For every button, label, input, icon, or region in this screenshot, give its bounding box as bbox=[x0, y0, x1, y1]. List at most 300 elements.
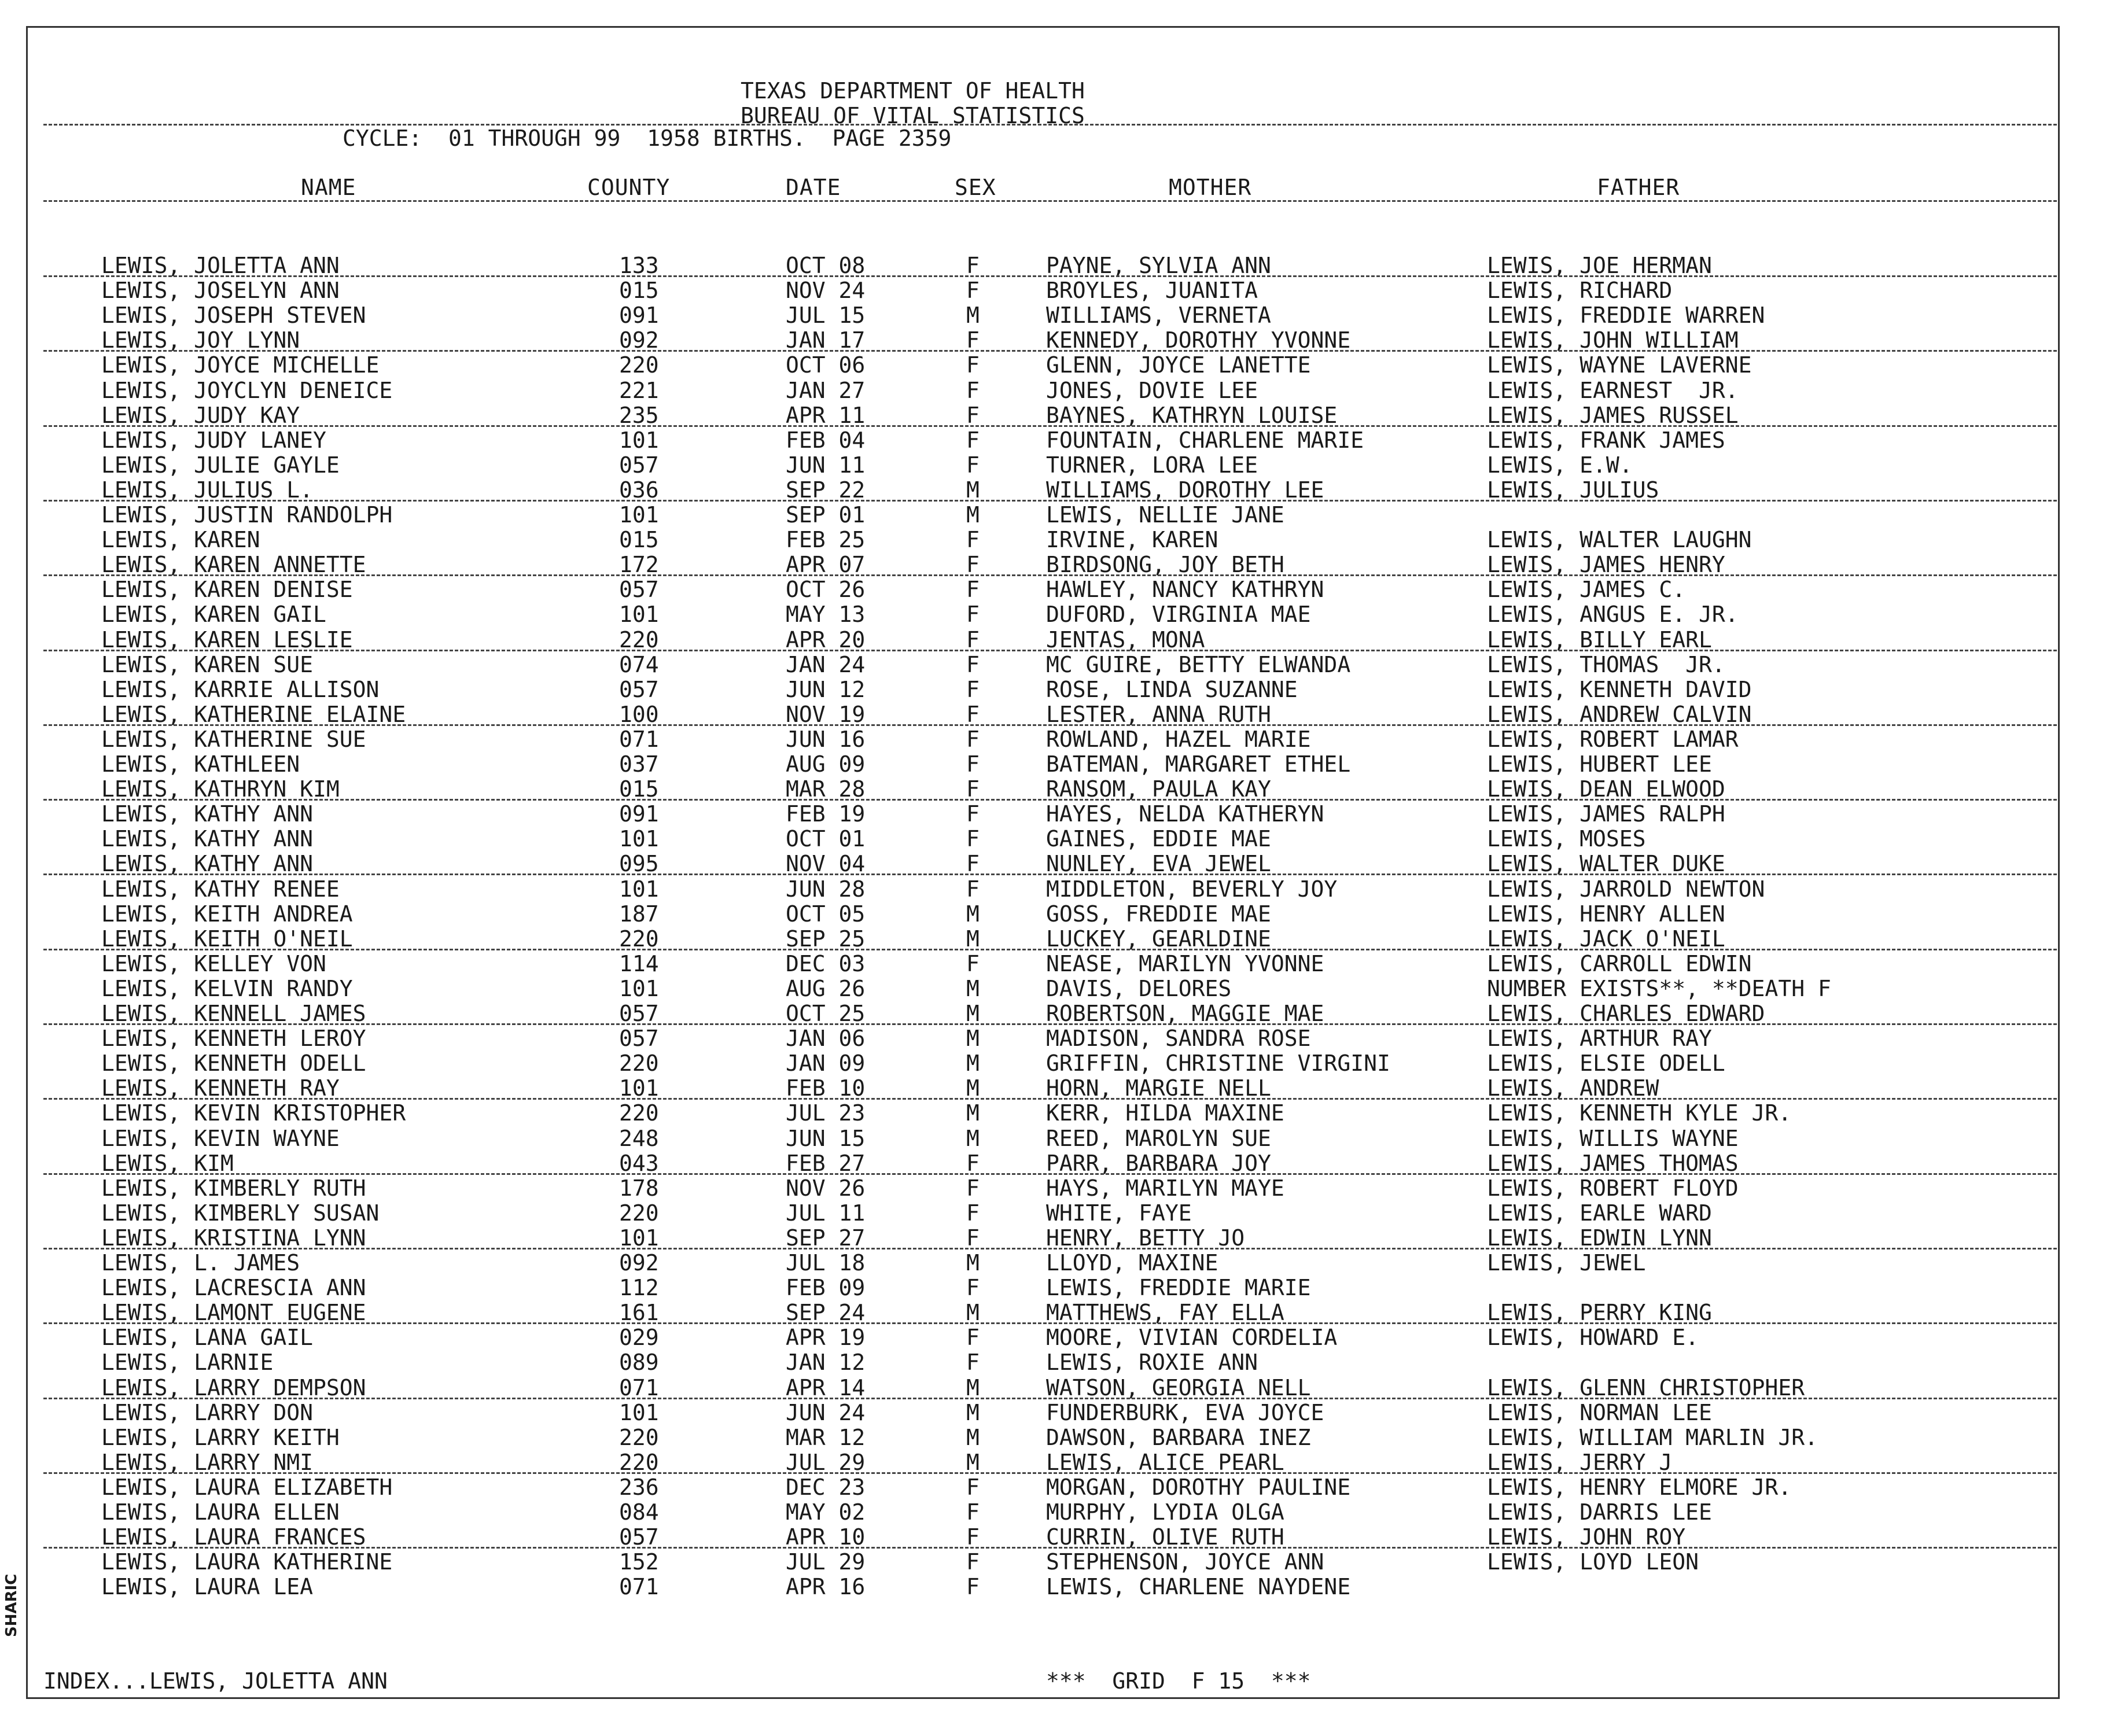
table-row bbox=[0, 1550, 2117, 1575]
cell-father: LEWIS, DARRIS LEE bbox=[1487, 1499, 1712, 1525]
cell-date: JAN 24 bbox=[786, 651, 866, 677]
cell-father: LEWIS, ROBERT FLOYD bbox=[1487, 1175, 1739, 1201]
cell-county: 043 bbox=[619, 1150, 659, 1176]
cell-sex: M bbox=[966, 477, 980, 503]
cell-county: 091 bbox=[619, 303, 659, 329]
cell-father: LEWIS, RICHARD bbox=[1487, 278, 1673, 304]
cell-county: 092 bbox=[619, 327, 659, 353]
cell-father: LEWIS, ANGUS E. JR. bbox=[1487, 602, 1739, 628]
cell-date: JUL 15 bbox=[786, 303, 866, 329]
table-row bbox=[0, 1525, 2117, 1550]
cell-father: NUMBER EXISTS**, **DEATH F bbox=[1487, 975, 1831, 1001]
cell-county: 101 bbox=[619, 427, 659, 453]
cell-mother: LEWIS, ROXIE ANN bbox=[1046, 1350, 1258, 1376]
table-row bbox=[0, 677, 2117, 702]
cell-name: LEWIS, JOYCLYN DENEICE bbox=[101, 377, 393, 403]
cell-county: 220 bbox=[619, 1100, 659, 1126]
cell-county: 057 bbox=[619, 1026, 659, 1052]
cell-mother: LLOYD, MAXINE bbox=[1046, 1250, 1218, 1276]
cell-father: LEWIS, JACK O'NEIL bbox=[1487, 926, 1725, 952]
cell-county: 071 bbox=[619, 1374, 659, 1400]
table-row bbox=[0, 378, 2117, 403]
cell-mother: HAYS, MARILYN MAYE bbox=[1046, 1175, 1284, 1201]
cell-mother: MOORE, VIVIAN CORDELIA bbox=[1046, 1325, 1338, 1351]
footer-grid: *** GRID F 15 *** bbox=[1046, 1668, 1311, 1694]
cell-father: LEWIS, BILLY EARL bbox=[1487, 626, 1712, 653]
cell-mother: JONES, DOVIE LEE bbox=[1046, 377, 1258, 403]
cell-father: LEWIS, HENRY ALLEN bbox=[1487, 901, 1725, 927]
cell-sex: M bbox=[966, 1100, 980, 1126]
header-bureau: BUREAU OF VITAL STATISTICS bbox=[741, 103, 1085, 128]
cell-county: 071 bbox=[619, 1574, 659, 1600]
header-cycle: CYCLE: 01 THROUGH 99 1958 BIRTHS. PAGE 2359 bbox=[343, 126, 952, 151]
cell-mother: BATEMAN, MARGARET ETHEL bbox=[1046, 751, 1351, 777]
cell-name: LEWIS, KEVIN KRISTOPHER bbox=[101, 1100, 406, 1126]
cell-name: LEWIS, KATHY ANN bbox=[101, 826, 314, 852]
cell-sex: F bbox=[966, 776, 980, 802]
table-row bbox=[0, 877, 2117, 902]
cell-sex: F bbox=[966, 278, 980, 304]
table-row bbox=[0, 1500, 2117, 1525]
cell-mother: LEWIS, NELLIE JANE bbox=[1046, 502, 1284, 528]
cell-sex: F bbox=[966, 527, 980, 553]
cell-name: LEWIS, KARRIE ALLISON bbox=[101, 676, 380, 702]
cell-father: LEWIS, JAMES RUSSEL bbox=[1487, 402, 1739, 428]
cell-name: LEWIS, KATHRYN KIM bbox=[101, 776, 340, 802]
cell-county: 220 bbox=[619, 1051, 659, 1077]
cell-mother: HAYES, NELDA KATHERYN bbox=[1046, 801, 1324, 827]
cell-father: LEWIS, ARTHUR RAY bbox=[1487, 1026, 1712, 1052]
cell-father: LEWIS, JULIUS bbox=[1487, 477, 1659, 503]
cell-mother: GLENN, JOYCE LANETTE bbox=[1046, 352, 1311, 378]
cell-name: LEWIS, KATHY ANN bbox=[101, 851, 314, 877]
cell-date: JUN 11 bbox=[786, 452, 866, 478]
cell-name: LEWIS, KENNETH RAY bbox=[101, 1075, 340, 1101]
cell-county: 057 bbox=[619, 1001, 659, 1026]
header-department: TEXAS DEPARTMENT OF HEALTH bbox=[741, 78, 1085, 104]
cell-father: LEWIS, ROBERT LAMAR bbox=[1487, 726, 1739, 752]
cell-county: 036 bbox=[619, 477, 659, 503]
cell-father: LEWIS, WALTER LAUGHN bbox=[1487, 527, 1752, 553]
cell-mother: KERR, HILDA MAXINE bbox=[1046, 1100, 1284, 1126]
cell-mother: FOUNTAIN, CHARLENE MARIE bbox=[1046, 427, 1364, 453]
table-row bbox=[0, 1300, 2117, 1325]
cell-name: LEWIS, JOSELYN ANN bbox=[101, 278, 340, 304]
cell-sex: M bbox=[966, 502, 980, 528]
cell-father: LEWIS, JOHN ROY bbox=[1487, 1524, 1686, 1550]
table-row bbox=[0, 1251, 2117, 1276]
cell-name: LEWIS, KATHY ANN bbox=[101, 801, 314, 827]
table-row bbox=[0, 528, 2117, 552]
cell-sex: F bbox=[966, 352, 980, 378]
cell-father: LEWIS, CARROLL EDWIN bbox=[1487, 950, 1752, 976]
cell-date: JUL 29 bbox=[786, 1549, 866, 1575]
cell-county: 057 bbox=[619, 676, 659, 702]
cell-father: LEWIS, DEAN ELWOOD bbox=[1487, 776, 1725, 802]
cell-date: SEP 01 bbox=[786, 502, 866, 528]
cell-father: LEWIS, LOYD LEON bbox=[1487, 1549, 1699, 1575]
cell-sex: F bbox=[966, 851, 980, 877]
cell-county: 101 bbox=[619, 1075, 659, 1101]
cell-mother: MATTHEWS, FAY ELLA bbox=[1046, 1300, 1284, 1326]
table-row bbox=[0, 1076, 2117, 1101]
cell-father: LEWIS, WILLIS WAYNE bbox=[1487, 1125, 1739, 1151]
cell-county: 220 bbox=[619, 626, 659, 653]
cell-sex: F bbox=[966, 1225, 980, 1251]
cell-county: 101 bbox=[619, 1399, 659, 1425]
table-row bbox=[0, 653, 2117, 677]
table-row bbox=[0, 1450, 2117, 1475]
table-row bbox=[0, 1026, 2117, 1051]
cell-father: LEWIS, PERRY KING bbox=[1487, 1300, 1712, 1326]
cell-father: LEWIS, JOHN WILLIAM bbox=[1487, 327, 1739, 353]
table-row bbox=[0, 628, 2117, 653]
cell-county: 220 bbox=[619, 1449, 659, 1475]
cell-date: APR 10 bbox=[786, 1524, 866, 1550]
cell-county: 029 bbox=[619, 1325, 659, 1351]
cell-sex: F bbox=[966, 626, 980, 653]
cell-date: APR 16 bbox=[786, 1574, 866, 1600]
table-row bbox=[0, 1376, 2117, 1400]
cell-county: 089 bbox=[619, 1350, 659, 1376]
cell-mother: LUCKEY, GEARLDINE bbox=[1046, 926, 1271, 952]
cell-name: LEWIS, LAURA KATHERINE bbox=[101, 1549, 393, 1575]
cell-mother: MADISON, SANDRA ROSE bbox=[1046, 1026, 1311, 1052]
cell-date: MAY 02 bbox=[786, 1499, 866, 1525]
cell-name: LEWIS, LANA GAIL bbox=[101, 1325, 314, 1351]
column-header-sex: SEX bbox=[955, 175, 996, 200]
cell-mother: NEASE, MARILYN YVONNE bbox=[1046, 950, 1324, 976]
cell-father: LEWIS, ANDREW bbox=[1487, 1075, 1659, 1101]
cell-county: 114 bbox=[619, 950, 659, 976]
cell-county: 084 bbox=[619, 1499, 659, 1525]
cell-name: LEWIS, LAMONT EUGENE bbox=[101, 1300, 366, 1326]
table-row bbox=[0, 902, 2117, 927]
cell-sex: M bbox=[966, 1001, 980, 1026]
cell-father: LEWIS, WILLIAM MARLIN JR. bbox=[1487, 1424, 1818, 1450]
cell-date: AUG 26 bbox=[786, 975, 866, 1001]
cell-sex: F bbox=[966, 1275, 980, 1301]
cell-county: 100 bbox=[619, 701, 659, 727]
table-row bbox=[0, 1001, 2117, 1026]
cell-date: OCT 08 bbox=[786, 253, 866, 278]
cell-name: LEWIS, LAURA LEA bbox=[101, 1574, 314, 1600]
table-row bbox=[0, 253, 2117, 278]
cell-date: JUL 18 bbox=[786, 1250, 866, 1276]
cell-sex: F bbox=[966, 1325, 980, 1351]
cell-date: JUN 28 bbox=[786, 876, 866, 902]
cell-sex: M bbox=[966, 1250, 980, 1276]
cell-father: LEWIS, EARNEST JR. bbox=[1487, 377, 1739, 403]
cell-date: NOV 04 bbox=[786, 851, 866, 877]
cell-date: OCT 25 bbox=[786, 1001, 866, 1026]
table-row bbox=[0, 1151, 2117, 1176]
cell-name: LEWIS, JOLETTA ANN bbox=[101, 253, 340, 278]
cell-sex: F bbox=[966, 377, 980, 403]
cell-father: LEWIS, WAYNE LAVERNE bbox=[1487, 352, 1752, 378]
cell-mother: CURRIN, OLIVE RUTH bbox=[1046, 1524, 1284, 1550]
cell-sex: F bbox=[966, 701, 980, 727]
cell-sex: M bbox=[966, 1026, 980, 1052]
cell-sex: M bbox=[966, 1075, 980, 1101]
cell-mother: ROBERTSON, MAGGIE MAE bbox=[1046, 1001, 1324, 1026]
cell-name: LEWIS, KAREN DENISE bbox=[101, 577, 353, 603]
cell-name: LEWIS, KAREN bbox=[101, 527, 260, 553]
table-row bbox=[0, 1201, 2117, 1226]
column-header-date: DATE bbox=[786, 175, 841, 200]
table-row bbox=[0, 752, 2117, 777]
cell-county: 220 bbox=[619, 1424, 659, 1450]
table-row bbox=[0, 1176, 2117, 1201]
cell-county: 112 bbox=[619, 1275, 659, 1301]
cell-date: FEB 04 bbox=[786, 427, 866, 453]
table-row bbox=[0, 1425, 2117, 1450]
cell-name: LEWIS, KEITH O'NEIL bbox=[101, 926, 353, 952]
cell-father: LEWIS, FREDDIE WARREN bbox=[1487, 303, 1765, 329]
cell-mother: BAYNES, KATHRYN LOUISE bbox=[1046, 402, 1338, 428]
cell-mother: NUNLEY, EVA JEWEL bbox=[1046, 851, 1271, 877]
cell-date: NOV 19 bbox=[786, 701, 866, 727]
cell-county: 220 bbox=[619, 926, 659, 952]
cell-mother: DUFORD, VIRGINIA MAE bbox=[1046, 602, 1311, 628]
table-row bbox=[0, 428, 2117, 453]
cell-sex: F bbox=[966, 577, 980, 603]
table-row bbox=[0, 353, 2117, 378]
cell-county: 015 bbox=[619, 278, 659, 304]
cell-sex: F bbox=[966, 651, 980, 677]
cell-mother: GAINES, EDDIE MAE bbox=[1046, 826, 1271, 852]
table-row bbox=[0, 478, 2117, 503]
cell-father: LEWIS, KENNETH DAVID bbox=[1487, 676, 1752, 702]
cell-name: LEWIS, LARRY NMI bbox=[101, 1449, 314, 1475]
cell-father: LEWIS, HOWARD E. bbox=[1487, 1325, 1699, 1351]
cell-date: JUL 29 bbox=[786, 1449, 866, 1475]
cell-sex: M bbox=[966, 901, 980, 927]
cell-mother: TURNER, LORA LEE bbox=[1046, 452, 1258, 478]
cell-name: LEWIS, KIMBERLY SUSAN bbox=[101, 1200, 380, 1226]
cell-name: LEWIS, LARRY KEITH bbox=[101, 1424, 340, 1450]
cell-name: LEWIS, LAURA FRANCES bbox=[101, 1524, 366, 1550]
cell-sex: F bbox=[966, 1549, 980, 1575]
cell-sex: M bbox=[966, 1051, 980, 1077]
cell-county: 235 bbox=[619, 402, 659, 428]
cell-sex: F bbox=[966, 876, 980, 902]
cell-sex: F bbox=[966, 253, 980, 278]
table-row bbox=[0, 827, 2117, 852]
cell-mother: LEWIS, ALICE PEARL bbox=[1046, 1449, 1284, 1475]
cell-date: JUN 16 bbox=[786, 726, 866, 752]
table-row bbox=[0, 927, 2117, 952]
cell-mother: FUNDERBURK, EVA JOYCE bbox=[1046, 1399, 1324, 1425]
cell-father: LEWIS, KENNETH KYLE JR. bbox=[1487, 1100, 1792, 1126]
cell-date: JUL 11 bbox=[786, 1200, 866, 1226]
cell-name: LEWIS, JUSTIN RANDOLPH bbox=[101, 502, 393, 528]
cell-mother: BIRDSONG, JOY BETH bbox=[1046, 552, 1284, 578]
cell-date: JUN 24 bbox=[786, 1399, 866, 1425]
table-row bbox=[0, 1575, 2117, 1599]
cell-mother: DAWSON, BARBARA INEZ bbox=[1046, 1424, 1311, 1450]
cell-mother: HENRY, BETTY JO bbox=[1046, 1225, 1245, 1251]
table-row bbox=[0, 1350, 2117, 1375]
cell-father: LEWIS, MOSES bbox=[1487, 826, 1646, 852]
cell-name: LEWIS, KELLEY VON bbox=[101, 950, 326, 976]
cell-mother: MURPHY, LYDIA OLGA bbox=[1046, 1499, 1284, 1525]
cell-mother: JENTAS, MONA bbox=[1046, 626, 1205, 653]
cell-date: MAR 12 bbox=[786, 1424, 866, 1450]
table-row bbox=[0, 976, 2117, 1001]
table-row bbox=[0, 1475, 2117, 1500]
cell-father: LEWIS, JOE HERMAN bbox=[1487, 253, 1712, 278]
table-row bbox=[0, 952, 2117, 976]
cell-mother: IRVINE, KAREN bbox=[1046, 527, 1218, 553]
cell-name: LEWIS, KELVIN RANDY bbox=[101, 975, 353, 1001]
table-row bbox=[0, 328, 2117, 353]
cell-date: NOV 24 bbox=[786, 278, 866, 304]
cell-county: 074 bbox=[619, 651, 659, 677]
cell-name: LEWIS, KAREN SUE bbox=[101, 651, 314, 677]
cell-date: JAN 09 bbox=[786, 1051, 866, 1077]
cell-sex: M bbox=[966, 1449, 980, 1475]
cell-county: 187 bbox=[619, 901, 659, 927]
cell-sex: F bbox=[966, 402, 980, 428]
cell-sex: F bbox=[966, 676, 980, 702]
cell-father: LEWIS, HENRY ELMORE JR. bbox=[1487, 1474, 1792, 1500]
cell-name: LEWIS, LARRY DON bbox=[101, 1399, 314, 1425]
cell-name: LEWIS, LAURA ELIZABETH bbox=[101, 1474, 393, 1500]
cell-county: 015 bbox=[619, 527, 659, 553]
cell-county: 101 bbox=[619, 826, 659, 852]
table-row bbox=[0, 303, 2117, 328]
cell-mother: GRIFFIN, CHRISTINE VIRGINI bbox=[1046, 1051, 1390, 1077]
cell-mother: WILLIAMS, VERNETA bbox=[1046, 303, 1271, 329]
cell-father: LEWIS, CHARLES EDWARD bbox=[1487, 1001, 1765, 1026]
cell-date: AUG 09 bbox=[786, 751, 866, 777]
cell-sex: F bbox=[966, 826, 980, 852]
cell-name: LEWIS, KENNETH LEROY bbox=[101, 1026, 366, 1052]
table-row bbox=[0, 602, 2117, 627]
cell-sex: F bbox=[966, 1150, 980, 1176]
table-row bbox=[0, 1325, 2117, 1350]
cell-sex: F bbox=[966, 552, 980, 578]
cell-name: LEWIS, LARRY DEMPSON bbox=[101, 1374, 366, 1400]
cell-name: LEWIS, KATHERINE ELAINE bbox=[101, 701, 406, 727]
cell-name: LEWIS, LAURA ELLEN bbox=[101, 1499, 340, 1525]
cell-county: 091 bbox=[619, 801, 659, 827]
cell-sex: F bbox=[966, 427, 980, 453]
table-row bbox=[0, 503, 2117, 528]
cell-county: 101 bbox=[619, 1225, 659, 1251]
cell-mother: STEPHENSON, JOYCE ANN bbox=[1046, 1549, 1324, 1575]
cell-mother: HAWLEY, NANCY KATHRYN bbox=[1046, 577, 1324, 603]
cell-county: 221 bbox=[619, 377, 659, 403]
cell-name: LEWIS, JULIUS L. bbox=[101, 477, 314, 503]
cell-father: LEWIS, EDWIN LYNN bbox=[1487, 1225, 1712, 1251]
cell-name: LEWIS, KENNELL JAMES bbox=[101, 1001, 366, 1026]
cell-sex: M bbox=[966, 1399, 980, 1425]
cell-sex: F bbox=[966, 452, 980, 478]
cell-name: LEWIS, JUDY LANEY bbox=[101, 427, 326, 453]
cell-sex: F bbox=[966, 1350, 980, 1376]
cell-name: LEWIS, JUDY KAY bbox=[101, 402, 300, 428]
cell-date: JUL 23 bbox=[786, 1100, 866, 1126]
cell-county: 101 bbox=[619, 602, 659, 628]
cell-name: LEWIS, KAREN GAIL bbox=[101, 602, 326, 628]
cell-county: 172 bbox=[619, 552, 659, 578]
cell-county: 101 bbox=[619, 502, 659, 528]
cell-father: LEWIS, GLENN CHRISTOPHER bbox=[1487, 1374, 1805, 1400]
cell-sex: M bbox=[966, 1125, 980, 1151]
table-row bbox=[0, 453, 2117, 478]
cell-county: 057 bbox=[619, 1524, 659, 1550]
column-header-name: NAME bbox=[301, 175, 356, 200]
cell-name: LEWIS, KIM bbox=[101, 1150, 234, 1176]
cell-father: LEWIS, ELSIE ODELL bbox=[1487, 1051, 1725, 1077]
cell-mother: PAYNE, SYLVIA ANN bbox=[1046, 253, 1271, 278]
cell-mother: REED, MAROLYN SUE bbox=[1046, 1125, 1271, 1151]
cell-county: 236 bbox=[619, 1474, 659, 1500]
cell-name: LEWIS, L. JAMES bbox=[101, 1250, 300, 1276]
cell-sex: F bbox=[966, 726, 980, 752]
cell-date: APR 07 bbox=[786, 552, 866, 578]
cell-father: LEWIS, WALTER DUKE bbox=[1487, 851, 1725, 877]
cell-date: DEC 03 bbox=[786, 950, 866, 976]
cell-date: JUN 15 bbox=[786, 1125, 866, 1151]
cell-mother: MIDDLETON, BEVERLY JOY bbox=[1046, 876, 1338, 902]
table-row bbox=[0, 802, 2117, 827]
cell-sex: F bbox=[966, 1524, 980, 1550]
cell-date: JAN 17 bbox=[786, 327, 866, 353]
cell-father: LEWIS, THOMAS JR. bbox=[1487, 651, 1725, 677]
cell-name: LEWIS, KATHY RENEE bbox=[101, 876, 340, 902]
cell-date: SEP 22 bbox=[786, 477, 866, 503]
cell-father: LEWIS, EARLE WARD bbox=[1487, 1200, 1712, 1226]
column-header-father: FATHER bbox=[1597, 175, 1680, 200]
cell-county: 133 bbox=[619, 253, 659, 278]
cell-sex: F bbox=[966, 1499, 980, 1525]
cell-date: OCT 01 bbox=[786, 826, 866, 852]
cell-sex: F bbox=[966, 950, 980, 976]
cell-mother: LEWIS, FREDDIE MARIE bbox=[1046, 1275, 1311, 1301]
cell-mother: DAVIS, DELORES bbox=[1046, 975, 1232, 1001]
cell-father: LEWIS, JERRY J bbox=[1487, 1449, 1673, 1475]
cell-name: LEWIS, KATHERINE SUE bbox=[101, 726, 366, 752]
table-row bbox=[0, 577, 2117, 602]
cell-county: 092 bbox=[619, 1250, 659, 1276]
cell-date: SEP 24 bbox=[786, 1300, 866, 1326]
cell-sex: F bbox=[966, 1574, 980, 1600]
cell-date: MAR 28 bbox=[786, 776, 866, 802]
cell-date: OCT 26 bbox=[786, 577, 866, 603]
cell-date: SEP 25 bbox=[786, 926, 866, 952]
cell-father: LEWIS, JAMES RALPH bbox=[1487, 801, 1725, 827]
cell-sex: F bbox=[966, 602, 980, 628]
column-header-mother: MOTHER bbox=[1169, 175, 1252, 200]
cell-name: LEWIS, KEITH ANDREA bbox=[101, 901, 353, 927]
cell-date: APR 11 bbox=[786, 402, 866, 428]
table-row bbox=[0, 1126, 2117, 1151]
cell-mother: KENNEDY, DOROTHY YVONNE bbox=[1046, 327, 1351, 353]
cell-sex: F bbox=[966, 1474, 980, 1500]
cell-date: FEB 10 bbox=[786, 1075, 866, 1101]
cell-name: LEWIS, KIMBERLY RUTH bbox=[101, 1175, 366, 1201]
cell-father: LEWIS, HUBERT LEE bbox=[1487, 751, 1712, 777]
cell-date: APR 19 bbox=[786, 1325, 866, 1351]
cell-sex: M bbox=[966, 1300, 980, 1326]
cell-mother: ROSE, LINDA SUZANNE bbox=[1046, 676, 1298, 702]
cell-sex: F bbox=[966, 327, 980, 353]
table-row bbox=[0, 852, 2117, 876]
cell-county: 057 bbox=[619, 577, 659, 603]
